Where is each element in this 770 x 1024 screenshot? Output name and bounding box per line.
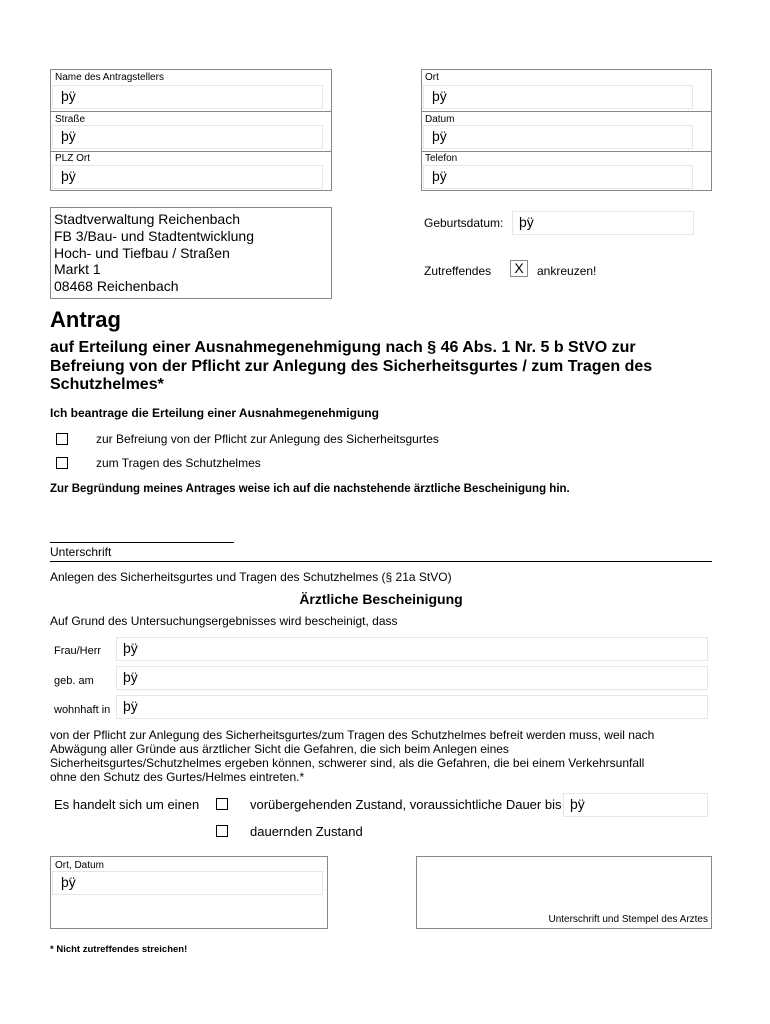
- residence-label: wohnhaft in: [54, 704, 111, 716]
- born-label: geb. am: [54, 675, 94, 687]
- tick-hint-text: Zutreffendes: [424, 264, 492, 278]
- applicant-name-label: Name des Antragstellers: [55, 72, 164, 83]
- plz-label: PLZ Ort: [55, 153, 91, 164]
- recipient-line: Stadtverwaltung Reichenbach: [54, 211, 241, 227]
- section-divider: [50, 561, 712, 562]
- belt-option-label: zur Befreiung von der Pflicht zur Anlegung des Sicherheitsgurtes: [96, 432, 439, 446]
- permanent-label: dauernden Zustand: [250, 824, 363, 839]
- medical-intro: Anlegen des Sicherheitsgurtes und Tragen des Schutzhelmes (§ 21a StVO): [50, 570, 452, 584]
- page-subtitle: [50, 339, 652, 395]
- signature-line: [50, 542, 234, 543]
- telefon-label: Telefon: [425, 153, 458, 164]
- datum-field[interactable]: þÿ: [423, 125, 693, 149]
- doctor-stamp-label: Unterschrift und Stempel des Arztes: [548, 914, 708, 925]
- subtitle-line: auf Erteilung einer Ausnahmegenehmigung nach § 46 Abs. 1 Nr. 5 b StVO zur: [50, 339, 636, 356]
- applicant-name-field[interactable]: þÿ: [52, 85, 323, 109]
- recipient-line: Markt 1: [54, 261, 101, 278]
- place-date-field[interactable]: þÿ: [52, 871, 323, 895]
- condition-lead: Es handelt sich um einen: [54, 797, 200, 812]
- statement-line: ohne den Schutz des Gurtes/Helmes eintreten.*: [50, 770, 305, 784]
- recipient-address: [54, 211, 254, 295]
- request-heading: Ich beantrage die Erteilung einer Ausnahmegenehmigung: [50, 406, 379, 420]
- born-field[interactable]: þÿ: [116, 666, 708, 690]
- permanent-checkbox[interactable]: [216, 825, 228, 837]
- statement-line: von der Pflicht zur Anlegung des Sicherheitsgurtes/zum Tragen des Schutzhelmes befreit werden muss, weil nach: [50, 728, 655, 742]
- birthdate-label: Geburtsdatum:: [424, 216, 504, 230]
- footnote: * Nicht zutreffendes streichen!: [50, 944, 188, 955]
- person-field[interactable]: þÿ: [116, 637, 708, 661]
- place-date-label: Ort, Datum: [55, 860, 104, 871]
- ort-field[interactable]: þÿ: [423, 85, 693, 109]
- temporary-duration-field[interactable]: þÿ: [563, 793, 708, 817]
- subtitle-line: Schutzhelmes*: [50, 376, 164, 393]
- subtitle-line: Befreiung von der Pflicht zur Anlegung des Sicherheitsgurtes / zum Tragen des: [50, 357, 653, 375]
- street-field[interactable]: þÿ: [52, 125, 323, 149]
- sample-checkbox: X: [510, 260, 528, 277]
- temporary-checkbox[interactable]: [216, 798, 228, 810]
- belt-checkbox[interactable]: [56, 433, 68, 445]
- medical-statement: [50, 728, 654, 784]
- person-label: Frau/Herr: [54, 645, 102, 657]
- signature-label: Unterschrift: [50, 545, 112, 559]
- medical-lead: Auf Grund des Untersuchungsergebnisses wird bescheinigt, dass: [50, 614, 398, 628]
- birthdate-field[interactable]: þÿ: [512, 211, 694, 235]
- divider: [51, 151, 331, 152]
- recipient-line: Hoch- und Tiefbau / Straßen: [54, 244, 230, 261]
- divider: [422, 151, 711, 152]
- helmet-option-label: zum Tragen des Schutzhelmes: [96, 456, 261, 470]
- plz-field[interactable]: þÿ: [52, 165, 323, 189]
- statement-line: Sicherheitsgurtes/Schutzhelmes ergeben können, schwerer sind, als die Gefahren, die bei einem Verkehrsunfall: [50, 756, 645, 770]
- justification-text: Zur Begründung meines Antrages weise ich auf die nachstehende ärztliche Bescheinigung hin.: [50, 483, 570, 495]
- medical-heading: Ärztliche Bescheinigung: [299, 591, 463, 607]
- street-label: Straße: [55, 114, 86, 125]
- ort-label: Ort: [425, 72, 439, 83]
- telefon-field[interactable]: þÿ: [423, 165, 693, 189]
- page-title: Antrag: [50, 307, 121, 332]
- divider: [51, 111, 331, 112]
- statement-line: Abwägung aller Gründe aus ärztlicher Sicht die Gefahren, die sich beim Anlegen eines: [50, 742, 509, 756]
- temporary-label: vorübergehenden Zustand, voraussichtliche Dauer bis: [250, 797, 562, 812]
- datum-label: Datum: [425, 114, 455, 125]
- recipient-line: FB 3/Bau- und Stadtentwicklung: [54, 227, 255, 244]
- residence-field[interactable]: þÿ: [116, 695, 708, 719]
- tick-hint-text: ankreuzen!: [537, 264, 597, 278]
- recipient-line: 08468 Reichenbach: [54, 278, 179, 295]
- divider: [422, 111, 711, 112]
- helmet-checkbox[interactable]: [56, 457, 68, 469]
